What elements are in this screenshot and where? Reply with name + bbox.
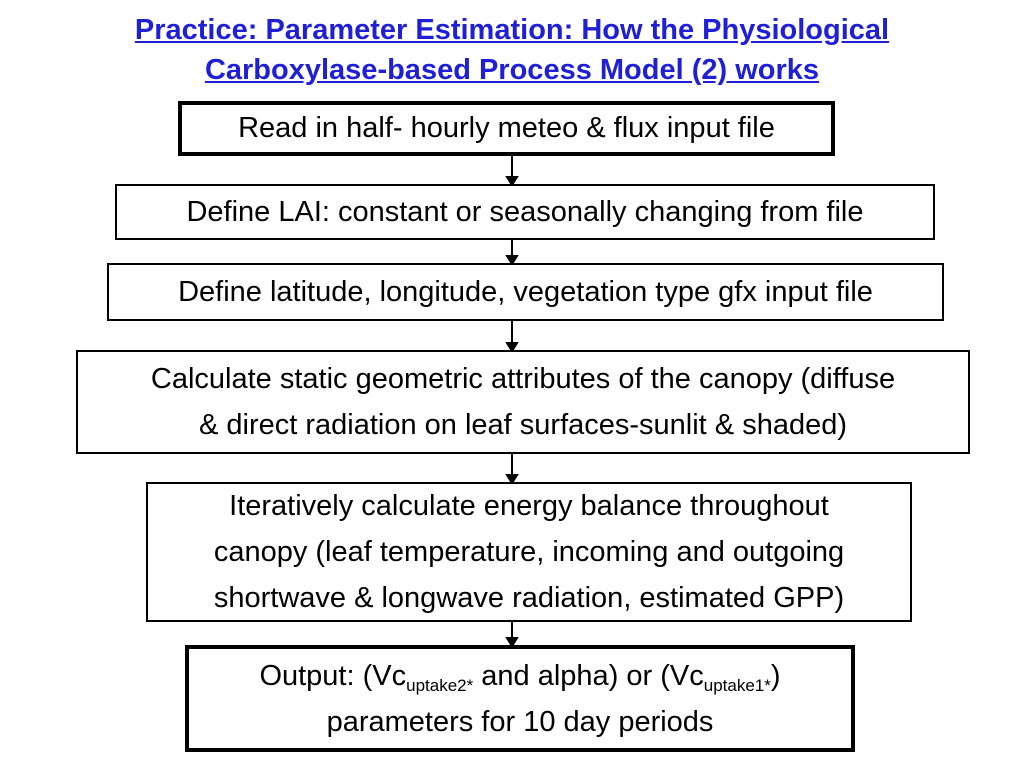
step-6-line-2: parameters for 10 day periods bbox=[326, 705, 714, 738]
step-5-line-1: Iteratively calculate energy balance throughout bbox=[229, 490, 829, 522]
step-2-text: Define LAI: constant or seasonally changing from file bbox=[186, 195, 864, 228]
step-5-line-2: canopy (leaf temperature, incoming and outgoing bbox=[213, 536, 845, 568]
step-4-line-2: & direct radiation on leaf surfaces-sunlit & shaded) bbox=[198, 409, 847, 441]
step-3-text: Define latitude, longitude, vegetation type gfx input file bbox=[178, 275, 873, 308]
step-1-text: Read in half- hourly meteo & flux input file bbox=[238, 112, 775, 144]
output-middle: and alpha) or (Vc bbox=[473, 659, 704, 692]
step-6-line-1 bbox=[259, 653, 780, 699]
output-prefix: Output: (Vc bbox=[259, 659, 407, 692]
step-read-input bbox=[178, 101, 835, 156]
step-4-line-1: Calculate static geometric attributes of the canopy (diffuse bbox=[150, 363, 896, 395]
output-sub-uptake1: uptake1* bbox=[703, 675, 771, 695]
output-sub-uptake2: uptake2* bbox=[406, 675, 474, 695]
title-line-2: Carboxylase-based Process Model (2) works bbox=[204, 54, 820, 86]
step-define-lai bbox=[115, 184, 935, 240]
step-define-location bbox=[107, 263, 944, 321]
step-output bbox=[185, 645, 855, 752]
step-energy-balance bbox=[146, 482, 912, 622]
step-5-line-3: shortwave & longwave radiation, estimated GPP) bbox=[213, 582, 845, 614]
step-canopy-geometry bbox=[76, 350, 970, 454]
title-line-1: Practice: Parameter Estimation: How the Physiological bbox=[134, 14, 890, 46]
output-suffix: ) bbox=[770, 659, 781, 692]
